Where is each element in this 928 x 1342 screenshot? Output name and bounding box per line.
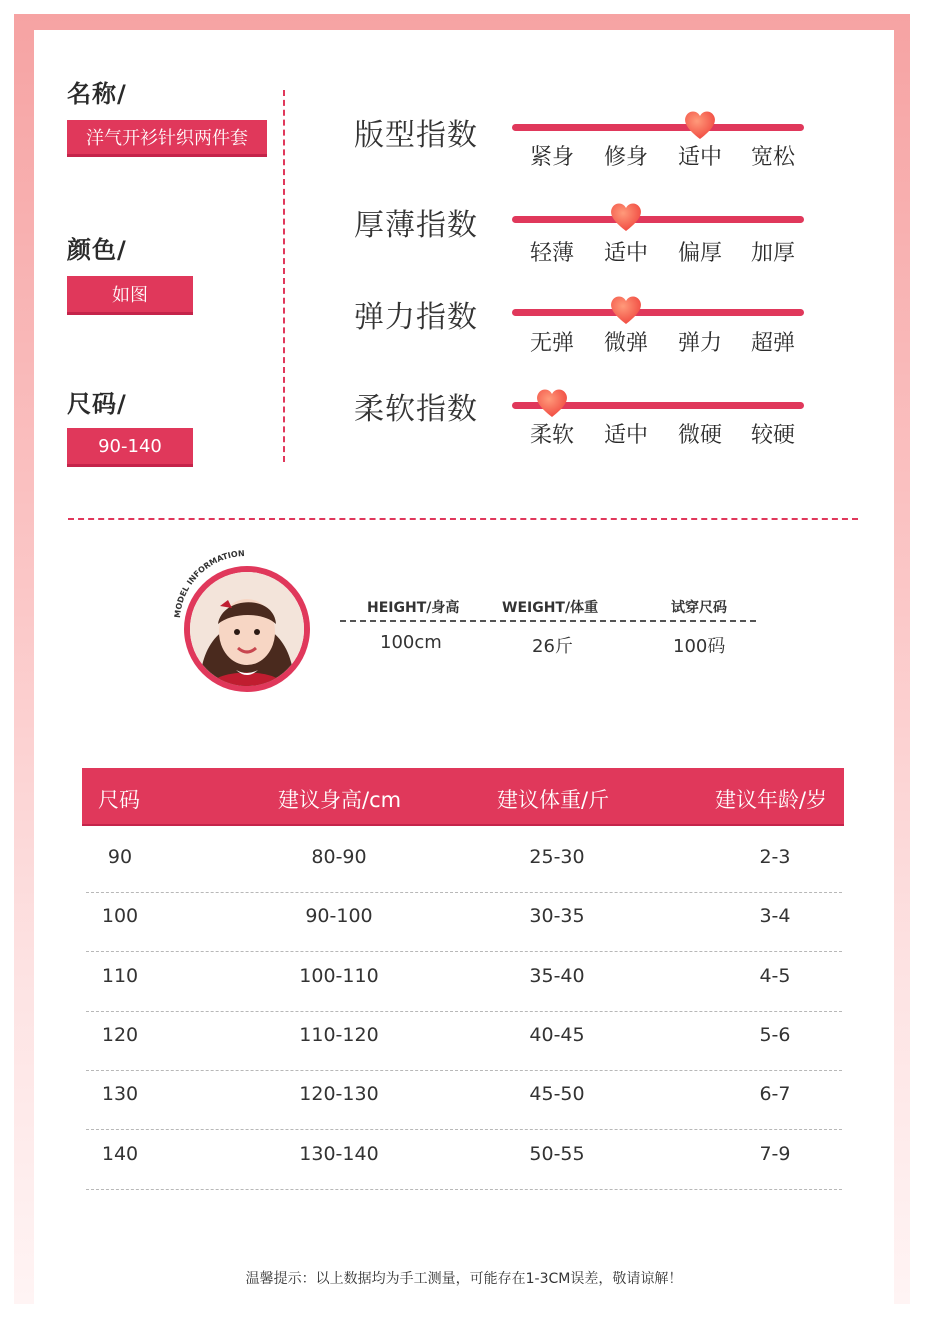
table-cell: 30-35 [529,905,585,928]
color-label: 颜色/ [67,236,127,264]
index-option: 适中 [603,241,648,266]
model-height-value: 100cm [380,632,442,653]
table-cell: 25-30 [529,846,585,868]
index-scale-bar [512,309,804,316]
table-cell: 130 [101,1083,139,1106]
table-cell: 5-6 [759,1023,791,1046]
table-cell: 120 [101,1023,139,1046]
index-option: 适中 [603,423,648,448]
index-option: 紧身 [529,145,574,170]
model-weight-value: 26斤 [532,636,573,657]
table-cell: 40-45 [529,1023,585,1046]
index-option: 弹力 [677,331,722,356]
table-cell: 50-55 [529,1142,585,1165]
index-option: 较硬 [750,423,795,448]
table-cell: 4-5 [759,964,791,987]
heart-indicator-icon [535,387,569,419]
heart-indicator-icon [609,294,643,326]
table-cell: 45-50 [529,1083,585,1106]
table-cell: 35-40 [529,964,585,987]
table-cell: 6-7 [759,1083,791,1106]
index-option: 轻薄 [529,241,574,266]
table-row-divider [86,1011,842,1012]
model-information-text: MODEL INFORMATION [172,548,245,619]
index-title: 柔软指数 [354,392,478,427]
index-title: 厚薄指数 [354,208,478,243]
table-cell: 90 [107,846,133,868]
vertical-divider [283,90,285,462]
name-label: 名称/ [67,80,127,108]
index-option: 加厚 [750,241,795,266]
table-cell: 2-3 [759,846,791,868]
index-title: 版型指数 [354,118,478,153]
size-value-tag: 90-140 [67,428,193,467]
heart-indicator-icon [683,109,717,141]
table-cell: 110-120 [299,1023,379,1046]
table-row-divider [86,951,842,952]
name-value-tag: 洋气开衫针织两件套 [67,120,267,157]
index-option: 微硬 [677,423,722,448]
size-label: 尺码/ [67,390,127,418]
footnote: 温馨提示：以上数据均为手工测量，可能存在1-3CM误差，敬请谅解！ [245,1271,683,1287]
table-row-divider [86,1189,842,1190]
table-cell: 80-90 [311,846,367,868]
table-cell: 130-140 [299,1142,379,1165]
table-cell: 100 [101,905,139,928]
model-avatar [184,566,310,692]
index-option: 宽松 [750,145,795,170]
table-row-divider [86,892,842,893]
model-weight-label: WEIGHT/体重 [502,600,599,616]
model-photo [190,572,304,686]
model-height-label: HEIGHT/身高 [367,600,460,616]
table-cell: 7-9 [759,1142,791,1165]
index-option: 偏厚 [677,241,722,266]
index-option: 无弹 [529,331,574,356]
heart-indicator-icon [609,201,643,233]
model-size-value: 100码 [673,636,726,657]
model-size-label: 试穿尺码 [671,600,727,616]
table-row-divider [86,1129,842,1130]
model-info-divider [340,620,756,622]
table-cell: 120-130 [299,1083,379,1106]
header-height: 建议身高/cm [278,788,402,812]
table-cell: 110 [101,964,139,987]
color-value-tag: 如图 [67,276,193,315]
header-weight: 建议体重/斤 [497,788,610,812]
index-scale-bar [512,124,804,131]
table-cell: 100-110 [299,964,379,987]
index-option: 微弹 [603,331,648,356]
header-size: 尺码 [98,788,140,812]
index-title: 弹力指数 [354,300,478,335]
index-option: 超弹 [750,331,795,356]
table-cell: 3-4 [759,905,791,928]
table-row-divider [86,1070,842,1071]
index-option: 修身 [603,145,648,170]
table-cell: 90-100 [305,905,373,928]
section-divider [68,518,858,520]
index-option: 适中 [677,145,722,170]
header-age: 建议年龄/岁 [715,788,828,812]
size-table-header [82,768,844,826]
index-option: 柔软 [529,423,574,448]
index-scale-bar [512,216,804,223]
table-cell: 140 [101,1142,139,1165]
